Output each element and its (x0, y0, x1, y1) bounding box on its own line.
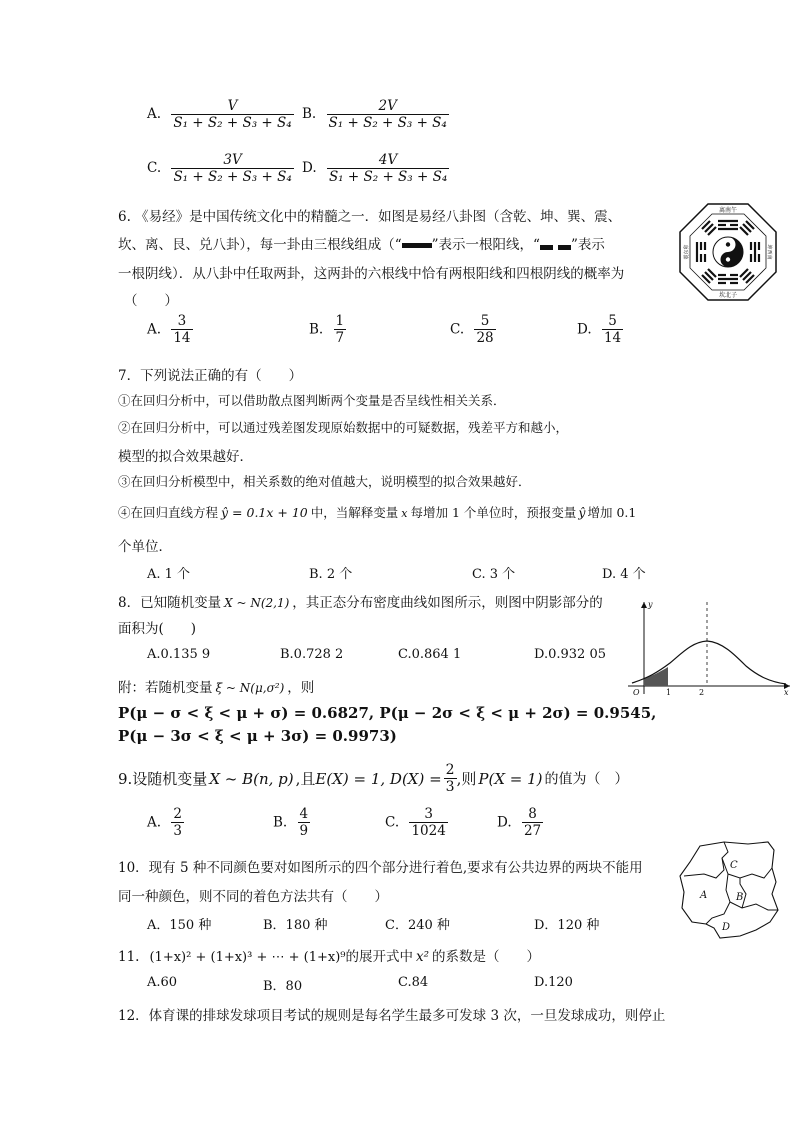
q6-option-b-den: 7 (335, 330, 345, 346)
q6-option-a (147, 313, 193, 346)
map-label-d: D (722, 922, 731, 933)
q9-stem-eq: X ~ B(n, p) (209, 769, 294, 788)
q6-option-b-label: B. (309, 321, 324, 338)
normal-density-figure (618, 598, 794, 698)
q10-line2: 同一种颜色，则不同的着色方法共有（ ） (118, 889, 388, 905)
q9-option-d (497, 806, 543, 839)
yin-yang-icon (713, 237, 743, 267)
q8-stem-line2: 面积为( ) (118, 621, 197, 637)
q9-option-a (147, 806, 184, 839)
q5-option-b (302, 98, 449, 131)
q5-option-a-numerator: V (227, 98, 238, 114)
q8-formula-2: P(μ − 3σ < ξ < μ + 3σ) = 0.9973) (118, 727, 397, 745)
q5-option-b-denominator: S₁ + S₂ + S₃ + S₄ (328, 115, 447, 131)
q8-note (118, 676, 314, 696)
q6-option-c-den: 28 (476, 330, 494, 346)
q6-option-d-num: 5 (608, 313, 617, 329)
q11-option-d: D.120 (534, 975, 573, 990)
q9-option-d-den: 27 (523, 823, 542, 839)
q6-option-a-num: 3 (177, 313, 187, 329)
q9-option-a-label: A. (147, 814, 162, 831)
q5-option-d-denominator: S₁ + S₂ + S₃ + S₄ (328, 169, 448, 185)
fig-origin-label: O (633, 688, 640, 697)
q6-option-b-num: 1 (335, 313, 345, 329)
q8-option-a: A.0.135 9 (147, 647, 211, 662)
q11-text2: 的系数是（ ） (432, 949, 541, 965)
fig-x-label: x (784, 688, 789, 697)
q9-option-b (273, 806, 310, 839)
yang-line-symbol (402, 243, 432, 248)
q7-s4-equation: ŷ = 0.1x + 10 (221, 505, 308, 520)
q9-options (147, 806, 627, 850)
q5-option-c-numerator: 3V (223, 152, 242, 168)
q9-stem-eq2: E(X) = 1, D(X) = (315, 769, 442, 788)
q6-option-c-num: 5 (480, 313, 490, 329)
q8-option-d: D.0.932 05 (534, 647, 606, 662)
q5-option-a-label: A. (147, 106, 162, 122)
q11-expression: (1+x)² + (1+x)³ + ⋯ + (1+x)⁹ (149, 950, 346, 965)
q9-option-a-den: 3 (173, 823, 182, 839)
q6-options (147, 313, 647, 355)
q11-option-c: C.84 (398, 975, 429, 990)
q5-option-b-label: B. (302, 106, 317, 122)
q6-option-a-den: 14 (173, 330, 191, 346)
q5-option-a (147, 98, 294, 131)
q8-stem-eq: X ~ N(2,1) (224, 596, 290, 610)
q9-option-c-label: C. (385, 814, 400, 831)
q7-s4-x: x (401, 507, 408, 520)
q6-line2-b: ”表示一根阳线，“ (431, 237, 540, 253)
fig-tick-1: 1 (666, 688, 672, 697)
yin-line-symbol (540, 238, 571, 254)
q7-statement-4-cont: 个单位． (118, 539, 172, 555)
q5-option-b-numerator: 2V (378, 98, 397, 114)
bagua-label-left: 震东卯 (684, 244, 690, 260)
q7-option-d: D. 4 个 (602, 567, 646, 582)
q9-option-c-num: 3 (424, 806, 433, 822)
q6-line2-a: 坎、离、艮、兑八卦），每一卦由三根线组成（“ (118, 237, 402, 253)
q10-option-b: B．180 种 (263, 918, 328, 933)
q7-statement-2-cont: 模型的拟合效果越好． (118, 449, 253, 465)
map-label-b: B (736, 892, 744, 903)
q9-option-a-num: 2 (173, 806, 182, 822)
q8-stem (118, 591, 603, 611)
q7-s4-a: ④在回归直线方程 (118, 505, 219, 520)
q7-s4-b: 中，当解释变量 (310, 505, 399, 520)
q11-stem (118, 945, 540, 965)
q8-option-b: B.0.728 2 (280, 647, 344, 662)
bagua-label-bottom: 坎北子 (718, 292, 738, 299)
q6-line3: 一根阴线）．从八卦中任取两卦，这两卦的六根线中恰有两根阳线和四根阴线的概率为 (118, 266, 625, 282)
q9-option-c-den: 1024 (411, 823, 446, 839)
q10-option-c: C．240 种 (385, 918, 450, 933)
q5-option-c (147, 152, 294, 185)
q7-s4-c: 每增加 1 个单位时，预报变量 (410, 505, 577, 520)
q6-option-b (309, 313, 346, 346)
coloring-map-figure (676, 838, 784, 942)
q11-option-a: A.60 (147, 975, 178, 990)
q6-option-d-label: D. (577, 321, 592, 338)
q5-option-c-label: C. (147, 160, 162, 176)
q7-option-c: C. 3 个 (472, 567, 516, 582)
q9-option-d-num: 8 (528, 806, 537, 822)
q5-option-a-denominator: S₁ + S₂ + S₃ + S₄ (173, 115, 292, 131)
q9-frac-den: 3 (445, 779, 455, 795)
q11-x2: x² (416, 949, 430, 965)
q9-stem-b: ,且 (295, 770, 316, 788)
q9-option-b-label: B. (273, 814, 288, 831)
q12-line1: 12．体育课的排球发球项目考试的规则是每名学生最多可发球 3 次，一旦发球成功，则停止 (118, 1008, 666, 1024)
bagua-label-right: 坤西南 (766, 244, 772, 260)
q9-stem (118, 762, 629, 795)
q10-option-d: D．120 种 (534, 918, 600, 933)
q8-note-a: 附：若随机变量 (118, 680, 213, 696)
q10-option-a: A．150 种 (147, 918, 212, 933)
q7-statement-3: ③在回归分析模型中，相关系数的绝对值越大，说明模型的拟合效果越好． (118, 474, 531, 489)
q9-stem-a: 9.设随机变量 (118, 770, 208, 788)
q6-option-a-label: A. (147, 321, 162, 338)
q6-option-d-den: 14 (603, 330, 622, 346)
q9-stem-c: ,则 (456, 770, 477, 788)
q6-line4: （ ） (124, 293, 178, 309)
fig-tick-2: 2 (699, 688, 705, 697)
map-label-a: A (700, 890, 708, 901)
q7-s4-d: 增加 0.1 (587, 505, 637, 520)
q6-option-d (577, 313, 623, 346)
q5-option-d (302, 152, 449, 185)
q8-stem-b: ，其正态分布密度曲线如图所示，则图中阴影部分的 (292, 595, 603, 611)
q11-option-b: B．80 (263, 979, 303, 994)
q9-stem-eq3: P(X = 1) (478, 769, 543, 788)
q8-option-c: C.0.864 1 (398, 647, 462, 662)
q6-line2 (118, 233, 605, 254)
q11-number: 11. (118, 949, 140, 965)
q8-stem-a: 8．已知随机变量 (118, 595, 222, 611)
bagua-label-top: 离南午 (718, 207, 738, 214)
q9-option-c (385, 806, 448, 839)
q9-stem-d: 的值为（ ） (544, 771, 629, 788)
q9-option-d-label: D. (497, 814, 512, 831)
fig-y-label: y (648, 600, 653, 609)
q7-statement-2: ②在回归分析中，可以通过残差图发现原始数据中的可疑数据，残差平方和越小， (118, 420, 569, 435)
q5-option-d-numerator: 4V (378, 152, 398, 168)
q11-text: 的展开式中 (345, 949, 414, 965)
q9-option-b-den: 9 (299, 823, 309, 839)
q7-stem: 7．下列说法正确的有（ ） (118, 368, 303, 384)
q6-option-c-label: C. (450, 321, 465, 338)
q7-option-a: A. 1 个 (147, 567, 191, 582)
q8-note-b: ，则 (287, 680, 315, 696)
q7-statement-4 (118, 503, 636, 521)
q5-option-c-denominator: S₁ + S₂ + S₃ + S₄ (173, 169, 292, 185)
bagua-figure (678, 202, 778, 302)
q8-note-eq: ξ ~ N(μ,σ²) (215, 681, 285, 695)
map-label-c: C (730, 860, 738, 871)
q8-formula-1: P(μ − σ < ξ < μ + σ) = 0.6827, P(μ − 2σ < ξ < μ + 2σ) = 0.9545, (118, 704, 657, 722)
q7-statement-1: ①在回归分析中，可以借助散点图判断两个变量是否呈线性相关关系． (118, 393, 506, 408)
q6-line1: 6. 《易经》是中国传统文化中的精髓之一．如图是易经八卦图（含乾、坤、巽、震、 (118, 209, 622, 225)
q6-line2-c: ”表示 (570, 237, 605, 253)
q6-option-c (450, 313, 496, 346)
q9-frac-num: 2 (445, 762, 455, 778)
q7-s4-yhat: ŷ (578, 505, 586, 520)
q7-option-b: B. 2 个 (309, 567, 353, 582)
q10-line1: 10．现有 5 种不同颜色要对如图所示的四个部分进行着色,要求有公共边界的两块不能用 (118, 860, 643, 876)
q9-option-b-num: 4 (299, 806, 309, 822)
q5-option-d-label: D. (302, 160, 317, 176)
